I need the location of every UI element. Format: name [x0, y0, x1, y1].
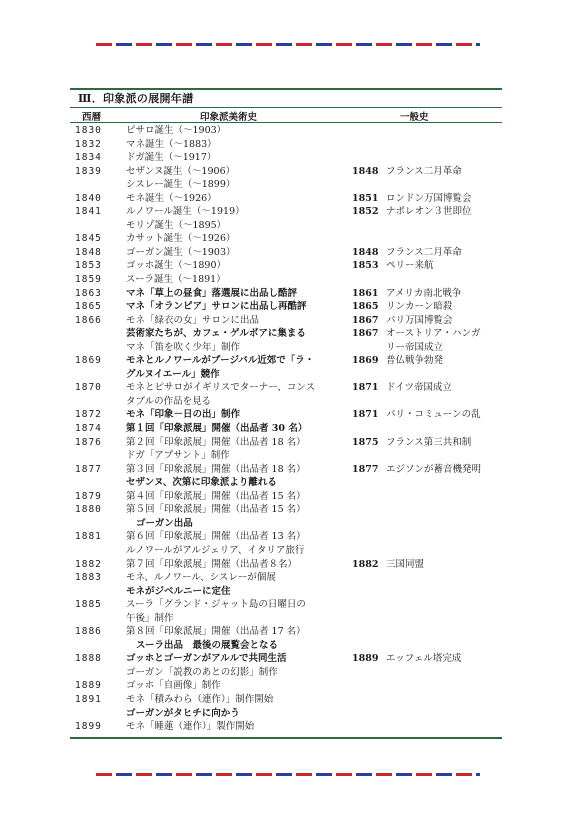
general-year-cell: 1882 — [352, 558, 379, 570]
general-year-cell: 1848 — [352, 246, 379, 258]
year-cell: 1830 — [75, 125, 102, 136]
table-row — [70, 652, 502, 666]
art-history-cell: マネ誕生（〜1883） — [126, 138, 217, 150]
general-history-cell: リー帝国成立 — [386, 341, 444, 353]
year-cell: 1872 — [75, 409, 102, 421]
art-history-cell: モネ「積みわら（連作）」制作開始 — [126, 693, 274, 705]
year-cell: 1886 — [75, 626, 102, 638]
table-row — [70, 314, 502, 328]
year-cell: 1876 — [75, 436, 102, 448]
year-cell: 1841 — [75, 206, 102, 218]
table-bottom-rule — [70, 737, 502, 739]
airmail-border-top — [96, 43, 480, 46]
column-header-year: 西暦 — [82, 112, 102, 123]
year-cell: 1879 — [75, 490, 102, 502]
general-history-cell: ペリー来航 — [386, 260, 434, 272]
table-row — [70, 327, 502, 341]
table-row — [70, 503, 502, 517]
art-history-cell: モネ誕生（〜1926） — [126, 192, 217, 204]
table-row — [70, 490, 502, 504]
table-row — [70, 598, 502, 612]
general-year-cell: 1871 — [352, 382, 379, 394]
chronology-table — [70, 88, 502, 739]
year-cell: 1859 — [75, 274, 102, 286]
table-row — [70, 449, 502, 463]
table-row — [70, 408, 502, 422]
year-cell: 1874 — [75, 423, 102, 435]
table-row — [70, 341, 502, 355]
year-cell: 1885 — [75, 599, 102, 611]
table-row — [70, 273, 502, 287]
table-row — [70, 151, 502, 165]
art-history-cell: モリゾ誕生（〜1895） — [126, 219, 227, 231]
general-year-cell: 1861 — [352, 287, 379, 299]
art-history-cell: 第４回「印象派展」開催（出品者 15 名） — [126, 490, 306, 502]
year-cell: 1863 — [75, 287, 102, 299]
table-row — [70, 571, 502, 585]
general-year-cell: 1889 — [352, 653, 379, 665]
year-cell: 1832 — [75, 138, 102, 150]
art-history-cell: ゴッホ「自画像」制作 — [126, 680, 221, 692]
art-history-cell: マネ「草上の昼食」落選展に出品し酷評 — [126, 287, 298, 299]
art-history-cell: グルヌイエール」競作 — [126, 368, 220, 380]
table-row — [70, 612, 502, 626]
table-row — [70, 165, 502, 179]
year-cell: 1870 — [75, 382, 102, 394]
general-year-cell: 1871 — [352, 409, 379, 421]
table-body — [70, 123, 502, 734]
table-row — [70, 463, 502, 477]
table-row — [70, 436, 502, 450]
table-row — [70, 178, 502, 192]
art-history-cell: カサット誕生（〜1926） — [126, 233, 236, 245]
table-row — [70, 124, 502, 138]
general-year-cell: 1867 — [352, 314, 379, 326]
year-cell: 1880 — [75, 504, 102, 516]
art-history-cell: モネ、ルノワール、シスレーが個展 — [126, 572, 276, 584]
table-row — [70, 585, 502, 599]
art-history-cell: ルノワール誕生（〜1919） — [126, 206, 245, 218]
art-history-cell: モネがジベルニーに定住 — [126, 585, 231, 597]
year-cell: 1848 — [75, 246, 102, 258]
year-cell: 1883 — [75, 572, 102, 584]
year-cell: 1891 — [75, 693, 102, 705]
art-history-cell: ゴッホとゴーガンがアルルで共同生活 — [126, 653, 287, 665]
art-history-cell: セザンヌ誕生（〜1906） — [126, 165, 236, 177]
general-history-cell: フランス二月革命 — [386, 165, 462, 177]
general-history-cell: フランス第三共和制 — [386, 436, 472, 448]
table-row — [70, 530, 502, 544]
general-history-cell: ロンドン万国博覧会 — [386, 192, 472, 204]
table-row — [70, 287, 502, 301]
art-history-cell: ゴーガンがタヒチに向かう — [126, 707, 240, 719]
table-row — [70, 259, 502, 273]
table-row — [70, 381, 502, 395]
art-history-cell: スーラ「グランド・ジャット島の日曜日の — [126, 599, 306, 611]
general-history-cell: アメリカ南北戦争 — [386, 287, 462, 299]
table-row — [70, 246, 502, 260]
table-row — [70, 138, 502, 152]
table-row — [70, 544, 502, 558]
art-history-cell: モネ「睡蓮（連作）」製作開始 — [126, 721, 255, 733]
table-row — [70, 693, 502, 707]
column-headers — [70, 108, 502, 122]
art-history-cell: マネ「オランピア」サロンに出品し再酷評 — [126, 301, 307, 313]
general-year-cell: 1877 — [352, 463, 379, 475]
airmail-border-bottom — [96, 773, 480, 776]
art-history-cell: 第１回「印象派展」開催（出品者 30 名） — [126, 423, 308, 435]
general-year-cell: 1875 — [352, 436, 379, 448]
art-history-cell: スーラ出品 最後の展覧会となる — [136, 639, 279, 651]
art-history-cell: 午後」制作 — [126, 612, 174, 624]
table-row — [70, 192, 502, 206]
table-row — [70, 476, 502, 490]
general-history-cell: パリ万国博覧会 — [386, 314, 453, 326]
column-header-art-history: 印象派美術史 — [200, 112, 258, 123]
table-row — [70, 707, 502, 721]
table-row — [70, 639, 502, 653]
general-year-cell: 1869 — [352, 355, 379, 367]
year-cell: 1881 — [75, 531, 102, 543]
general-history-cell: ナポレオン３世即位 — [386, 206, 472, 218]
general-history-cell: オーストリア・ハンガ — [386, 328, 481, 340]
general-year-cell: 1852 — [352, 206, 379, 218]
year-cell: 1845 — [75, 233, 102, 245]
year-cell: 1869 — [75, 355, 102, 367]
general-year-cell: 1865 — [352, 301, 379, 313]
year-cell: 1899 — [75, 721, 102, 733]
art-history-cell: 芸術家たちが、カフェ・ゲルボアに集まる — [126, 328, 306, 340]
general-history-cell: リンカーン暗殺 — [386, 301, 453, 313]
art-history-cell: モネとピサロがイギリスでターナー、コンス — [126, 382, 316, 394]
year-cell: 1877 — [75, 463, 102, 475]
art-history-cell: ルノワールがアルジェリア、イタリア旅行 — [126, 544, 305, 556]
year-cell: 1889 — [75, 680, 102, 692]
art-history-cell: ゴーガン出品 — [136, 517, 193, 529]
year-cell: 1834 — [75, 152, 102, 164]
art-history-cell: モネ「印象－日の出」制作 — [126, 409, 241, 421]
general-history-cell: エジソンが蓄音機発明 — [386, 463, 482, 475]
art-history-cell: 第８回「印象派展」開催（出品者 17 名） — [126, 626, 306, 638]
art-history-cell: ゴーガン「説教のあとの幻影」制作 — [126, 666, 278, 678]
table-row — [70, 232, 502, 246]
art-history-cell: ピサロ誕生（〜1903） — [126, 125, 227, 136]
year-cell: 1853 — [75, 260, 102, 272]
general-history-cell: 三国同盟 — [386, 558, 425, 570]
art-history-cell: ドガ「アプサント」制作 — [126, 450, 230, 462]
general-year-cell: 1853 — [352, 260, 379, 272]
art-history-cell: 第７回「印象派展」開催（出品者８名） — [126, 558, 298, 570]
art-history-cell: マネ「笛を吹く少年」制作 — [126, 341, 241, 353]
art-history-cell: タブルの作品を見る — [126, 395, 212, 407]
table-row — [70, 219, 502, 233]
general-year-cell: 1851 — [352, 192, 379, 204]
year-cell: 1839 — [75, 165, 102, 177]
table-row — [70, 395, 502, 409]
art-history-cell: ドガ誕生（〜1917） — [126, 152, 217, 164]
general-history-cell: パリ・コミューンの乱 — [386, 409, 481, 421]
art-history-cell: ゴッホ誕生（〜1890） — [126, 260, 226, 272]
general-history-cell: エッフェル塔完成 — [386, 653, 462, 665]
art-history-cell: スーラ誕生（〜1891） — [126, 274, 226, 286]
art-history-cell: 第６回「印象派展」開催（出品者 13 名） — [126, 531, 306, 543]
year-cell: 1866 — [75, 314, 102, 326]
art-history-cell: セザンヌ、次第に印象派より離れる — [126, 477, 277, 489]
year-cell: 1865 — [75, 301, 102, 313]
table-row — [70, 422, 502, 436]
table-row — [70, 558, 502, 572]
table-row — [70, 354, 502, 368]
table-row — [70, 205, 502, 219]
column-header-general-history: 一般史 — [400, 112, 429, 123]
table-row — [70, 625, 502, 639]
table-row — [70, 368, 502, 382]
art-history-cell: 第２回「印象派展」開催（出品者 18 名） — [126, 436, 306, 448]
table-row — [70, 720, 502, 734]
art-history-cell: ゴーガン誕生（〜1903） — [126, 246, 236, 258]
art-history-cell: 第５回「印象派展」開催（出品者 15 名） — [126, 504, 306, 516]
art-history-cell: モネ「緑衣の女」サロンに出品 — [126, 314, 260, 326]
table-row — [70, 679, 502, 693]
table-row — [70, 517, 502, 531]
general-history-cell: ドイツ帝国成立 — [386, 382, 453, 394]
year-cell: 1840 — [75, 192, 102, 204]
art-history-cell: シスレー誕生（〜1899） — [126, 179, 236, 191]
art-history-cell: 第３回「印象派展」開催（出品者 18 名） — [126, 463, 306, 475]
year-cell: 1882 — [75, 558, 102, 570]
art-history-cell: モネとルノワールがブージバル近郊で「ラ・ — [126, 355, 315, 367]
year-cell: 1888 — [75, 653, 102, 665]
table-row — [70, 300, 502, 314]
general-history-cell: フランス二月革命 — [386, 246, 462, 258]
section-title: Ⅲ．印象派の展開年譜 — [78, 92, 194, 105]
table-row — [70, 666, 502, 680]
general-history-cell: 普仏戦争勃発 — [386, 355, 444, 367]
general-year-cell: 1848 — [352, 165, 379, 177]
general-year-cell: 1867 — [352, 328, 379, 340]
